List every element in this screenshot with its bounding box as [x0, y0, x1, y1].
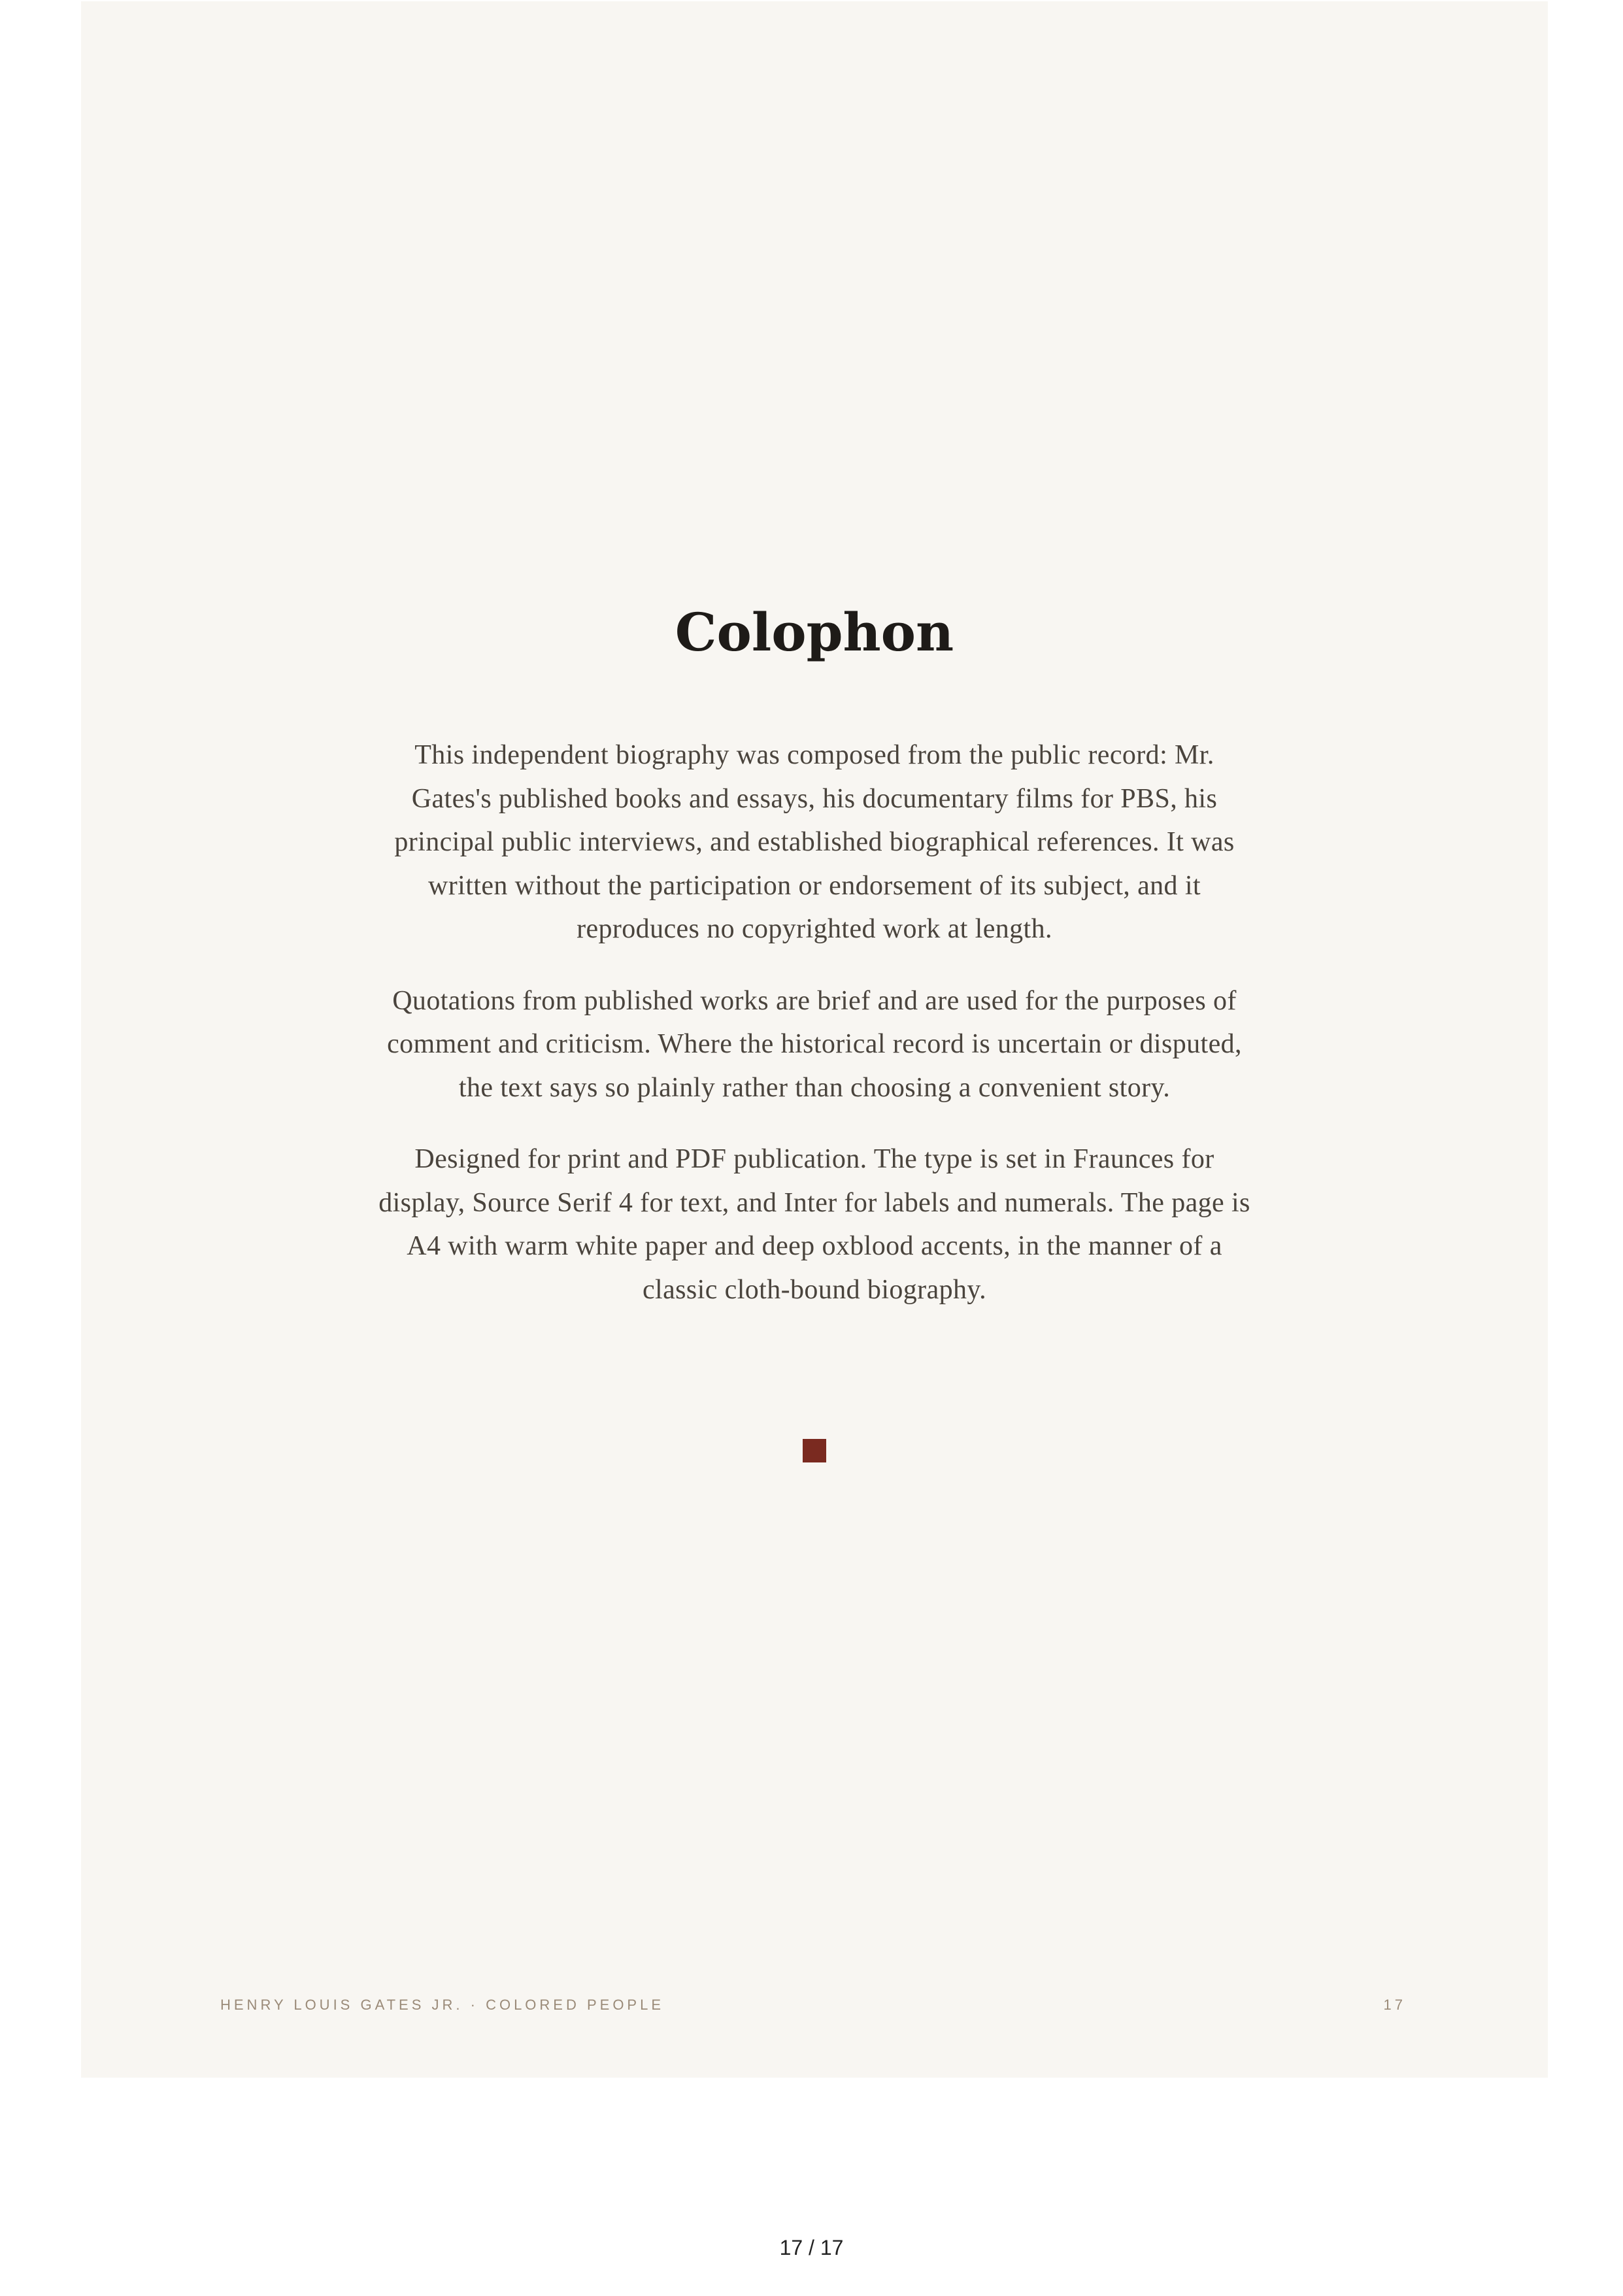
- square-ornament-icon: [803, 1439, 826, 1462]
- viewer-page-indicator: 17 / 17: [779, 2236, 844, 2259]
- running-footer: HENRY LOUIS GATES JR. · COLORED PEOPLE: [220, 1997, 665, 2013]
- paragraph: Designed for print and PDF publication. The type is set in Fraunces for display, Source Serif 4 for text, and Inter for labels and numerals. The page is A4 with warm white paper and deep oxblood accents, in the manner of a classic cloth-bound biography.: [378, 1144, 1250, 1305]
- page-title: Colophon: [675, 601, 954, 663]
- paragraph: Quotations from published works are brief and are used for the purposes of comment and criticism. Where the historical record is uncertain or disputed, the text says so plainly rather than choosing a convenient story.: [387, 985, 1242, 1103]
- paragraph: This independent biography was composed from the public record: Mr. Gates's published books and essays, his documentary films for PBS, his principal public interviews, and established biographical references. It was written without the participation or endorsement of its subject, and it reproduces no copyrighted work at length.: [394, 740, 1235, 944]
- document-page: [81, 1, 1548, 2078]
- colophon-body: [378, 734, 1250, 1340]
- page-number: 17: [1383, 1997, 1406, 2013]
